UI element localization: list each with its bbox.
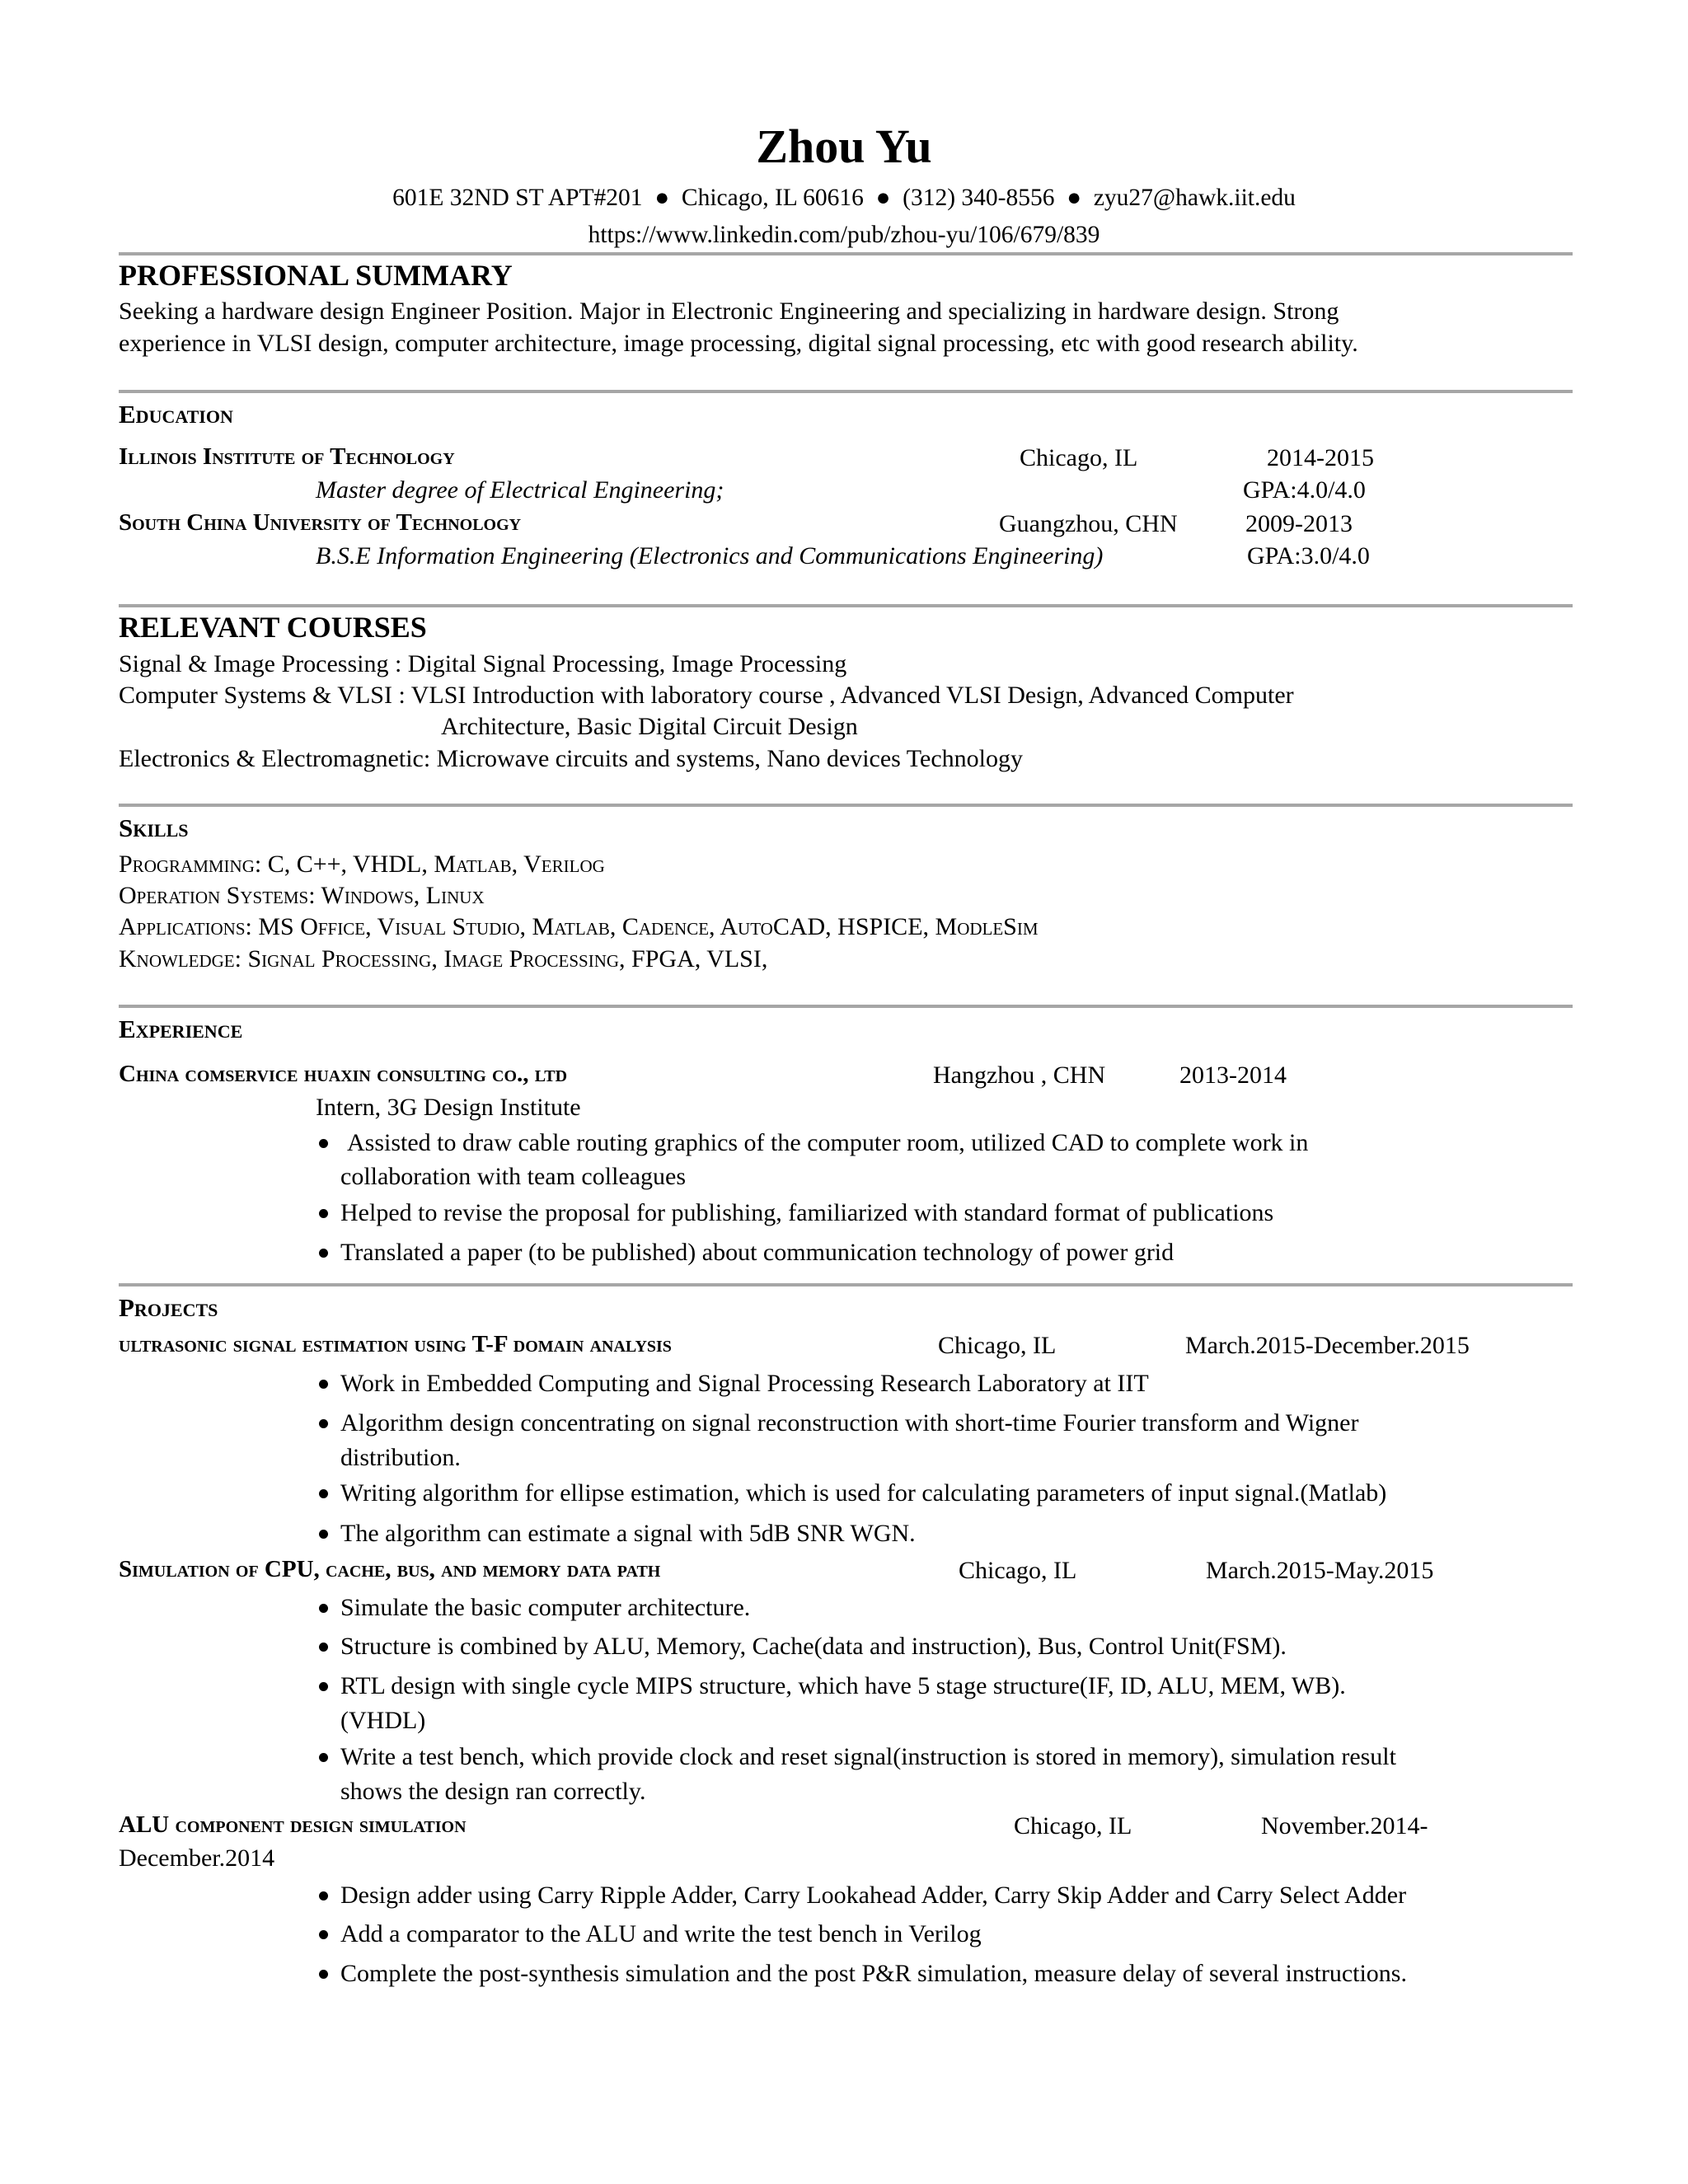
separator-dot: ● bbox=[870, 185, 897, 211]
bullet-icon bbox=[319, 1380, 328, 1389]
bullet-text: shows the design ran correctly. bbox=[340, 1778, 646, 1805]
degree: B.S.E Information Engineering (Electronics and Communications Engineering) bbox=[316, 542, 1104, 569]
experience-dates: 2013-2014 bbox=[1179, 1062, 1287, 1089]
skills-heading: Skills bbox=[119, 813, 189, 842]
summary-line: experience in VLSI design, computer architecture, image processing, digital signal processing, etc with good research ability. bbox=[119, 330, 1358, 357]
bullet-text: Complete the post-synthesis simulation and the post P&R simulation, measure delay of several instructions. bbox=[340, 1960, 1407, 1987]
project-title: Simulation of CPU, cache, bus, and memory data path bbox=[119, 1556, 661, 1582]
school-dates: 2014-2015 bbox=[1267, 444, 1374, 471]
course-line: Computer Systems & VLSI : VLSI Introduction with laboratory course , Advanced VLSI Design, Advanced Computer bbox=[119, 682, 1294, 709]
bullet-text: Work in Embedded Computing and Signal Processing Research Laboratory at IIT bbox=[340, 1370, 1149, 1397]
education-heading: Education bbox=[119, 400, 233, 429]
bullet-text: Add a comparator to the ALU and write the test bench in Verilog bbox=[340, 1920, 982, 1947]
separator-dot: ● bbox=[1060, 185, 1088, 211]
bullet-text: Translated a paper (to be published) about communication technology of power grid bbox=[340, 1239, 1175, 1266]
project-location: Chicago, IL bbox=[938, 1332, 1057, 1359]
skill-line: Knowledge: Signal Processing, Image Processing, FPGA, VLSI, bbox=[119, 945, 768, 972]
gpa: GPA:3.0/4.0 bbox=[1247, 542, 1370, 569]
section-divider bbox=[119, 604, 1573, 607]
projects-heading: Projects bbox=[119, 1293, 218, 1322]
project-dates: March.2015-December.2015 bbox=[1185, 1332, 1470, 1359]
bullet-icon bbox=[319, 1249, 328, 1258]
bullet-icon bbox=[319, 1139, 328, 1148]
experience-heading: Experience bbox=[119, 1015, 243, 1043]
project-dates: November.2014- bbox=[1261, 1812, 1428, 1840]
gpa: GPA:4.0/4.0 bbox=[1243, 476, 1366, 504]
bullet-icon bbox=[319, 1530, 328, 1539]
bullet-text: collaboration with team colleagues bbox=[340, 1163, 687, 1190]
bullet-text: Write a test bench, which provide clock and reset signal(instruction is stored in memory), simulation result bbox=[340, 1743, 1396, 1770]
address: 601E 32ND ST APT#201 bbox=[392, 185, 643, 211]
bullet-text: Simulate the basic computer architecture. bbox=[340, 1594, 751, 1621]
project-dates-continued: December.2014 bbox=[119, 1844, 275, 1872]
city: Chicago, IL 60616 bbox=[681, 185, 864, 211]
bullet-icon bbox=[319, 1930, 328, 1939]
courses-heading: RELEVANT COURSES bbox=[119, 611, 427, 644]
project-location: Chicago, IL bbox=[959, 1557, 1077, 1584]
bullet-icon bbox=[319, 1489, 328, 1498]
degree: Master degree of Electrical Engineering; bbox=[316, 476, 724, 504]
company-location: Hangzhou , CHN bbox=[933, 1062, 1106, 1089]
section-divider bbox=[119, 252, 1573, 255]
section-divider bbox=[119, 390, 1573, 393]
linkedin-link[interactable]: https://www.linkedin.com/pub/zhou-yu/106/679/839 bbox=[588, 222, 1100, 248]
bullet-icon bbox=[319, 1891, 328, 1900]
summary-heading: PROFESSIONAL SUMMARY bbox=[119, 259, 513, 292]
job-role: Intern, 3G Design Institute bbox=[316, 1094, 581, 1121]
bullet-text: Structure is combined by ALU, Memory, Cache(data and instruction), Bus, Control Unit(FSM). bbox=[340, 1633, 1287, 1660]
bullet-text: Helped to revise the proposal for publishing, familiarized with standard format of publications bbox=[340, 1199, 1274, 1226]
school-dates: 2009-2013 bbox=[1245, 510, 1353, 537]
section-divider bbox=[119, 804, 1573, 807]
section-divider bbox=[119, 1005, 1573, 1008]
section-divider bbox=[119, 1283, 1573, 1286]
separator-dot: ● bbox=[648, 185, 676, 211]
bullet-icon bbox=[319, 1209, 328, 1218]
bullet-icon bbox=[319, 1604, 328, 1613]
bullet-text: distribution. bbox=[340, 1444, 461, 1471]
email[interactable]: zyu27@hawk.iit.edu bbox=[1093, 185, 1296, 211]
school-location: Chicago, IL bbox=[1020, 444, 1138, 471]
project-title: ALU component design simulation bbox=[119, 1811, 467, 1838]
project-title: ultrasonic signal estimation using T-F domain analysis bbox=[119, 1331, 672, 1357]
bullet-text: RTL design with single cycle MIPS structure, which have 5 stage structure(IF, ID, ALU, MEM, WB). bbox=[340, 1672, 1346, 1699]
phone: (312) 340-8556 bbox=[903, 185, 1055, 211]
course-line: Architecture, Basic Digital Circuit Design bbox=[441, 713, 858, 740]
summary-line: Seeking a hardware design Engineer Position. Major in Electronic Engineering and specializing in hardware design. Strong bbox=[119, 298, 1339, 325]
bullet-icon bbox=[319, 1419, 328, 1428]
bullet-icon bbox=[319, 1682, 328, 1691]
school-name: Illinois Institute of Technology bbox=[119, 443, 455, 470]
school-location: Guangzhou, CHN bbox=[999, 510, 1178, 537]
bullet-icon bbox=[319, 1643, 328, 1652]
skill-line: Applications: MS Office, Visual Studio, Matlab, Cadence, AutoCAD, HSPICE, ModleSim bbox=[119, 913, 1039, 940]
bullet-text: Design adder using Carry Ripple Adder, Carry Lookahead Adder, Carry Skip Adder and Carry Select Adder bbox=[340, 1882, 1407, 1909]
contact-line bbox=[0, 182, 1688, 213]
school-name: South China University of Technology bbox=[119, 509, 522, 536]
skill-line: Operation Systems: Windows, Linux bbox=[119, 882, 485, 909]
course-line: Electronics & Electromagnetic: Microwave circuits and systems, Nano devices Technology bbox=[119, 745, 1024, 772]
bullet-text: Algorithm design concentrating on signal reconstruction with short-time Fourier transform and Wigner bbox=[340, 1409, 1359, 1436]
bullet-text: Assisted to draw cable routing graphics of the computer room, utilized CAD to complete work in bbox=[347, 1129, 1309, 1156]
skill-line: Programming: C, C++, VHDL, Matlab, Verilog bbox=[119, 851, 605, 878]
bullet-icon bbox=[319, 1753, 328, 1762]
candidate-name: Zhou Yu bbox=[756, 120, 932, 173]
bullet-text: (VHDL) bbox=[340, 1707, 426, 1734]
course-line: Signal & Image Processing : Digital Signal Processing, Image Processing bbox=[119, 650, 847, 677]
company-name: China comservice huaxin consulting co., ltd bbox=[119, 1061, 568, 1087]
project-location: Chicago, IL bbox=[1014, 1812, 1132, 1840]
project-dates: March.2015-May.2015 bbox=[1206, 1557, 1434, 1584]
bullet-text: The algorithm can estimate a signal with 5dB SNR WGN. bbox=[340, 1520, 916, 1547]
bullet-text: Writing algorithm for ellipse estimation, which is used for calculating parameters of input signal.(Matlab) bbox=[340, 1479, 1387, 1507]
bullet-icon bbox=[319, 1970, 328, 1979]
